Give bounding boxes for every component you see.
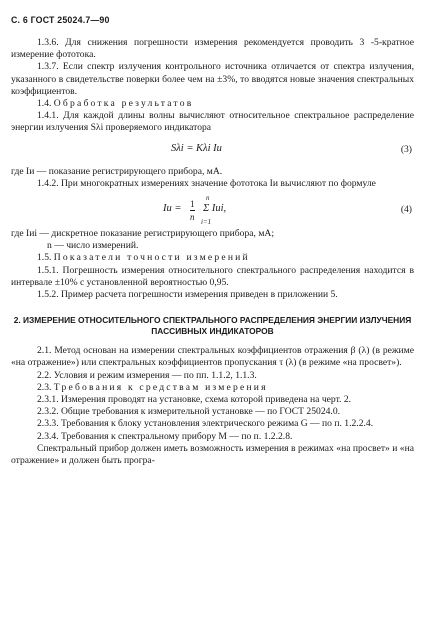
formula-4-sum: Σ Iиi,: [203, 203, 227, 215]
paragraph-n-definition: n — число измерений.: [47, 240, 139, 252]
formula-4-lhs: Iи =: [163, 203, 182, 215]
paragraph-1-4-1: 1.4.1. Для каждой длины волны вычисляют относительное спектральное распределение энергии излучения Sλi проверяемого индикатора: [11, 110, 414, 134]
page-content: [11, 37, 414, 467]
heading-1-5-number: 1.5.: [37, 252, 54, 264]
formula-4-number: (4): [400, 204, 412, 216]
formula-4-numerator: 1: [190, 199, 195, 210]
heading-2-3-title: Требования к средствам измерения: [53, 381, 268, 393]
paragraph-1-5-2: 1.5.2. Пример расчета погрешности измерения приведен в приложении 5.: [37, 289, 338, 301]
paragraph-2-2: 2.2. Условия и режим измерения — по пп. 1.1.2, 1.1.3.: [37, 369, 257, 381]
section-2-title: 2. ИЗМЕРЕНИЕ ОТНОСИТЕЛЬНОГО СПЕКТРАЛЬНОГО РАСПРЕДЕЛЕНИЯ ЭНЕРГИИ ИЗЛУЧЕНИЯ ПАССИВНЫХ ИНДИКАТОРОВ: [13, 315, 412, 337]
formula-4-sum-lower: i=1: [201, 218, 212, 227]
formula-4-fraction: [190, 198, 195, 223]
heading-1-4-number: 1.4.: [37, 98, 54, 110]
paragraph-2-3-3: 2.3.3. Требования к блоку установления электрического режима G — по п. 1.2.2.4.: [37, 418, 374, 430]
page-header: С. 6 ГОСТ 25024.7—90: [11, 15, 110, 25]
heading-1-5: [11, 252, 414, 264]
paragraph-1-3-6: 1.3.6. Для снижения погрешности измерения рекомендуется проводить 3 -5-кратное измерение фототока.: [11, 37, 414, 61]
heading-2-3-number: 2.3.: [37, 381, 54, 393]
formula-3: [11, 140, 414, 162]
formula-3-expression: Sλi = Kλi Iи: [171, 142, 222, 154]
formula-4: [11, 192, 414, 226]
paragraph-where-2: где Iиi — дискретное показание регистрирующего прибора, мА;: [11, 228, 274, 240]
paragraph-1-4-2: 1.4.2. При многократных измерениях значение фототока Iи вычисляют по формуле: [37, 177, 376, 189]
paragraph-spectral-device: Спектральный прибор должен иметь возможность измерения в режимах «на просвет» и «на отражение» и должен быть програ-: [11, 442, 414, 467]
paragraph-2-3-4: 2.3.4. Требования к спектральному прибору M — по п. 1.2.2.8.: [37, 430, 293, 442]
paragraph-1-5-1: 1.5.1. Погрешность измерения относительного спектрального распределения находится в интервале ±10% с установленной вероятностью 0,95.: [11, 264, 414, 288]
paragraph-2-3-1: 2.3.1. Измерения проводят на установке, схема которой приведена на черт. 2.: [37, 394, 352, 406]
formula-3-number: (3): [400, 143, 412, 155]
heading-2-3: [11, 382, 414, 394]
paragraph-2-3-2: 2.3.2. Общие требования к измерительной установке — по ГОСТ 25024.0.: [37, 406, 341, 418]
paragraph-1-3-7: 1.3.7. Если спектр излучения контрольного источника отличается от спектра излучения, указанного в свидетельстве поверки более чем на ±3%, то вводятся новые значения спектральных коэффициентов.: [11, 61, 414, 97]
paragraph-where-1: где Iи — показание регистрирующего прибора, мА.: [11, 165, 223, 177]
heading-1-4-title: Обработка результатов: [53, 98, 194, 110]
heading-1-4: [11, 98, 414, 110]
formula-4-denominator: n: [190, 212, 195, 223]
heading-1-5-title: Показатели точности измерений: [53, 252, 250, 264]
paragraph-2-1: 2.1. Метод основан на измерении спектральных коэффициентов отражения β (λ) (в режиме «на отражение») или спектральных коэффициентов пропускания τ (λ) (в режиме «на просвет»).: [11, 345, 414, 369]
formula-4-sum-upper: n: [206, 194, 210, 203]
